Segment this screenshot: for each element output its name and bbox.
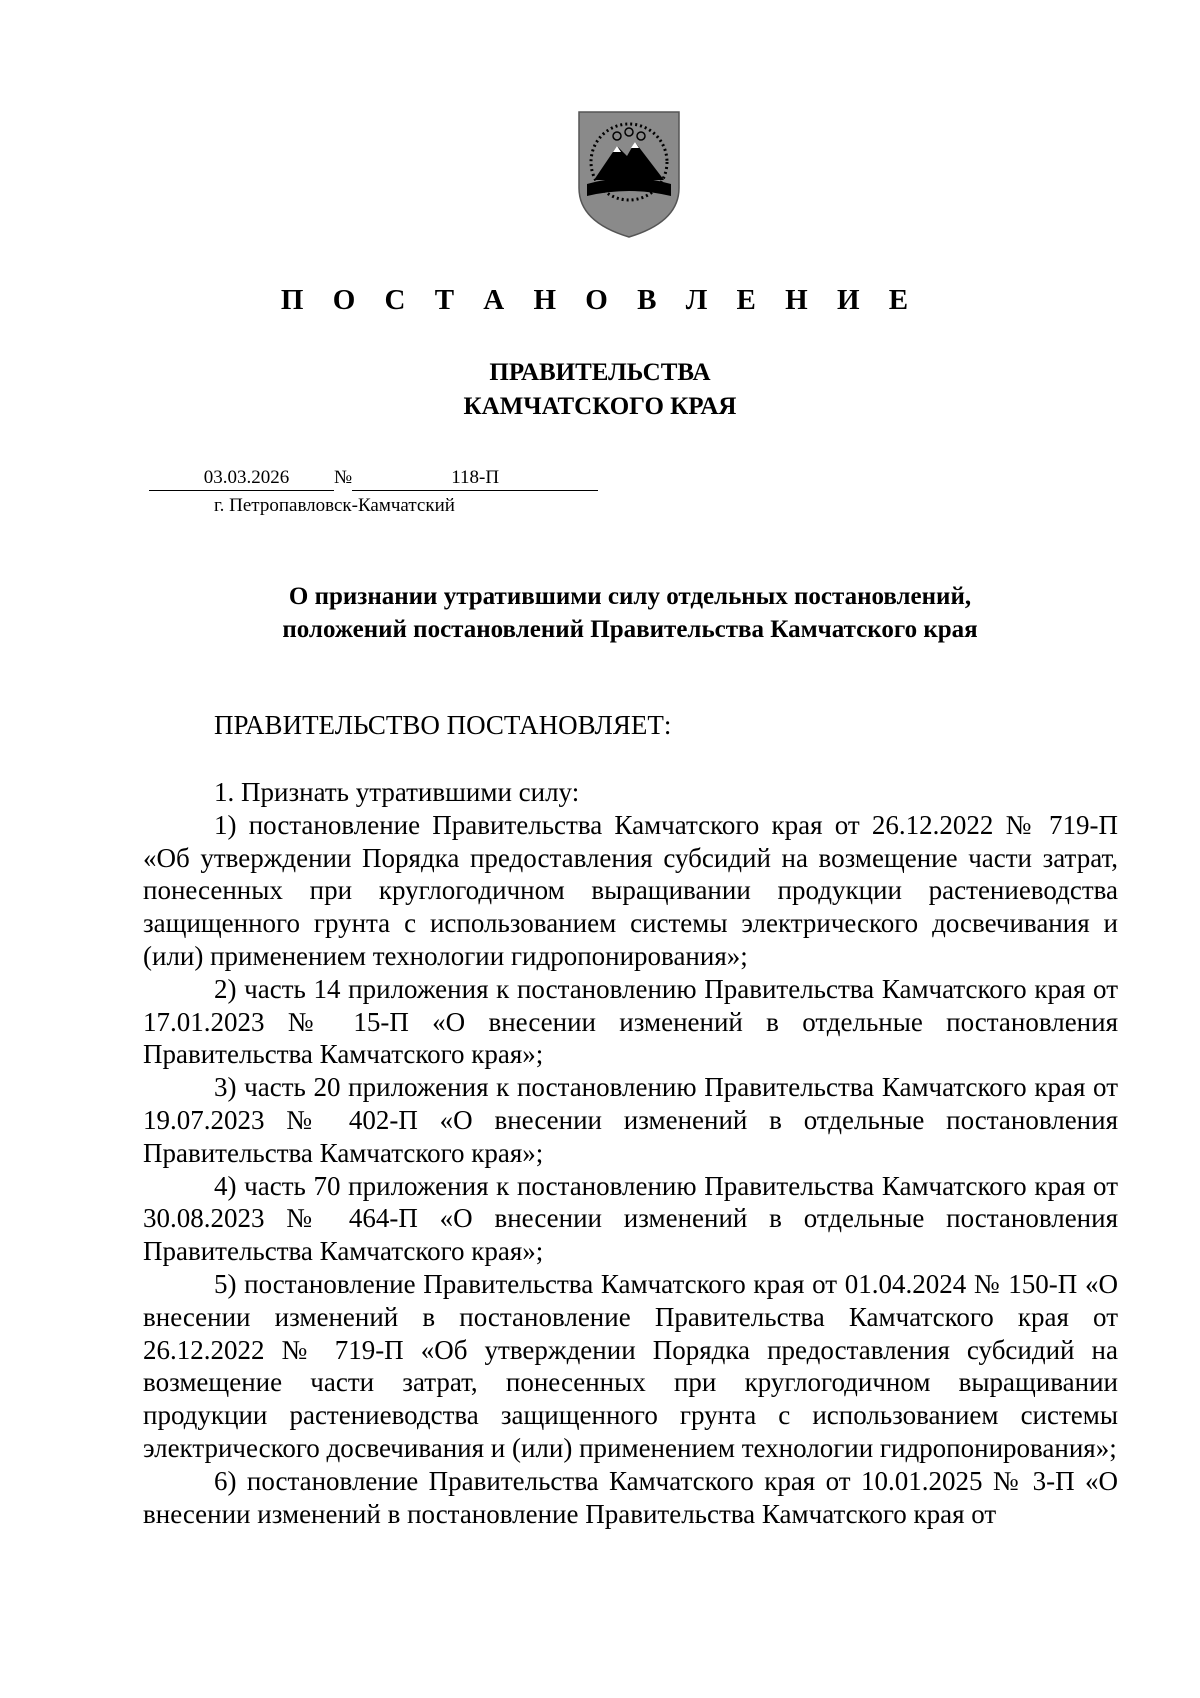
document-subject-line2: положений постановлений Правительства Камчатского края (282, 616, 978, 643)
issuing-authority-line1: ПРАВИТЕЛЬСТВА (489, 359, 711, 386)
paragraph: 5) постановление Правительства Камчатского края от 01.04.2024 № 150-П «О внесении изменений в постановление Правительства Камчатского края от 26.12.2022 № 719-П «Об утверждении Порядка предоставления субсидий на возмещение части затрат, понесенных при круглогодичном выращивании продукции растениеводства защищенного грунта с использованием системы электрического досвечивания и (или) применением технологии гидропонирования»; (143, 1268, 1118, 1463)
document-type-title: П О С Т А Н О В Л Е Н И Е (280, 284, 920, 316)
issuing-authority (0, 356, 1200, 424)
document-subject-line1: О признании утратившими силу отдельных постановлений, (288, 583, 972, 610)
document-number: 118-П (352, 466, 598, 491)
document-date: 03.03.2026 (149, 466, 334, 491)
document-place: г. Петропавловск-Камчатский (214, 495, 455, 516)
document-body (143, 776, 1118, 1530)
paragraph: 3) часть 20 приложения к постановлению Правительства Камчатского края от 19.07.2023 № 402-П «О внесении изменений в отдельные постановления Правительства Камчатского края»; (143, 1072, 1118, 1168)
paragraph: 2) часть 14 приложения к постановлению Правительства Камчатского края от 17.01.2023 № 15-П «О внесении изменений в отдельные постановления Правительства Камчатского края»; (143, 973, 1118, 1070)
paragraph: 4) часть 70 приложения к постановлению Правительства Камчатского края от 30.08.2023 № 464-П «О внесении изменений в отдельные постановления Правительства Камчатского края»; (143, 1170, 1118, 1267)
paragraph: 1. Признать утратившими силу: (214, 777, 580, 807)
date-number-line (149, 466, 598, 491)
coat-of-arms-emblem (577, 110, 681, 239)
decree-statement: ПРАВИТЕЛЬСТВО ПОСТАНОВЛЯЕТ: (214, 710, 672, 740)
paragraph: 6) постановление Правительства Камчатского края от 10.01.2025 № 3-П «О внесении изменений в постановление Правительства Камчатского края от (143, 1465, 1118, 1529)
document-subject (0, 580, 1200, 646)
paragraph: 1) постановление Правительства Камчатского края от 26.12.2022 № 719-П «Об утверждении Порядка предоставления субсидий на возмещение части затрат, понесенных при круглогодичном выращивании продукции растениеводства защищенного грунта с использованием системы электрического досвечивания и (или) применением технологии гидропонирования»; (143, 809, 1118, 971)
number-sign: № (334, 467, 353, 488)
issuing-authority-line2: КАМЧАТСКОГО КРАЯ (463, 393, 737, 420)
